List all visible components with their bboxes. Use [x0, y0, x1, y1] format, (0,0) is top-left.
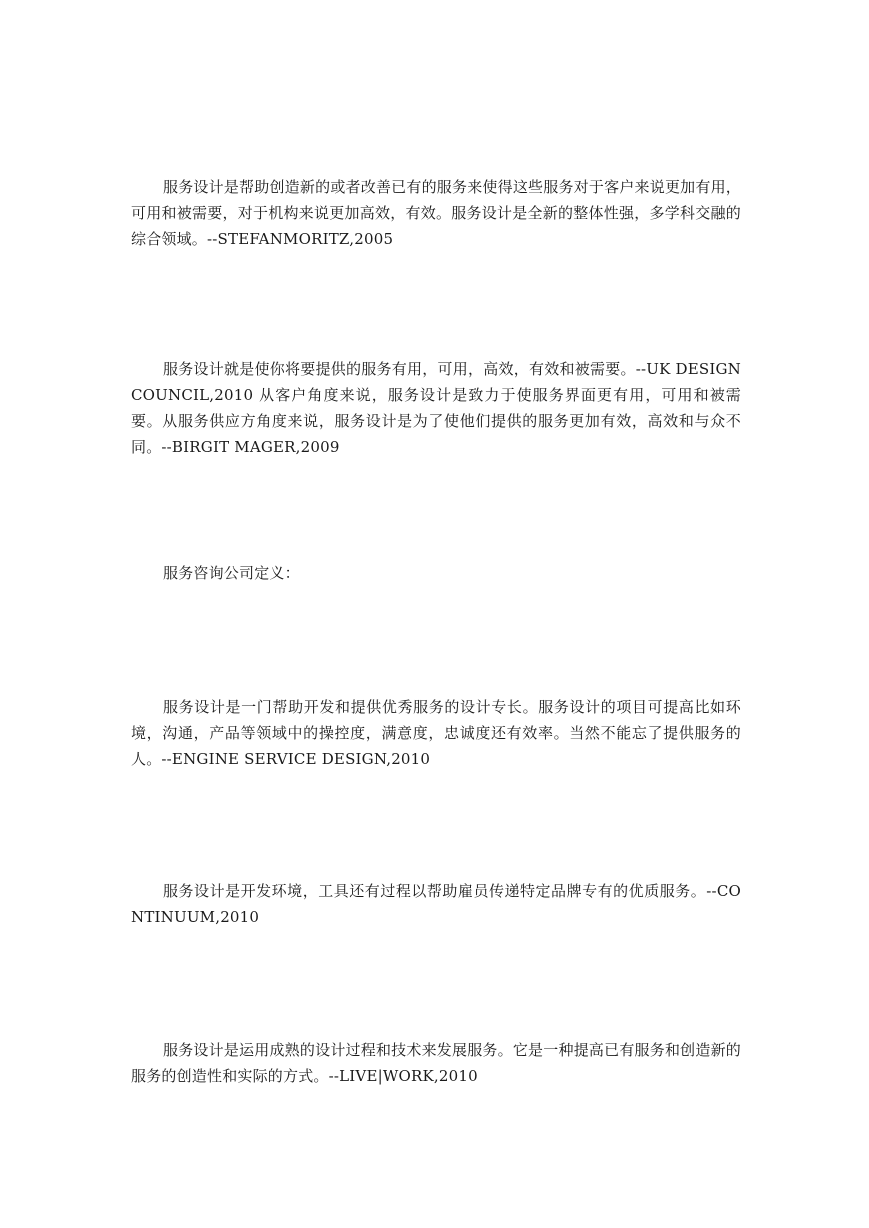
paragraph-stefan-moritz-definition: 服务设计是帮助创造新的或者改善已有的服务来使得这些服务对于客户来说更加有用，可用和被需要，对于机构来说更加高效，有效。服务设计是全新的整体性强，多学科交融的综合领域。--STEFANMORITZ,2005 — [131, 178, 741, 248]
paragraph-engine-service-design-definition: 服务设计是一门帮助开发和提供优秀服务的设计专长。服务设计的项目可提高比如环境，沟通，产品等领域中的操控度，满意度，忠诚度还有效率。当然不能忘了提供服务的人。--ENGINE SERVICE DESIGN,2010 — [131, 698, 741, 768]
paragraph-continuum-definition: 服务设计是开发环境，工具还有过程以帮助雇员传递特定品牌专有的优质服务。--CONTINUUM,2010 — [131, 882, 741, 926]
paragraph-consulting-definitions-heading: 服务咨询公司定义： — [163, 564, 300, 582]
paragraph-uk-design-council-definition: 服务设计就是使你将要提供的服务有用，可用，高效，有效和被需要。--UK DESIGN COUNCIL,2010 从客户角度来说，服务设计是致力于使服务界面更有用，可用和被需要。从服务供应方角度来说，服务设计是为了使他们提供的服务更加有效，高效和与众不同。--BIRGIT MAGER,2009 — [131, 360, 741, 456]
paragraph-live-work-definition: 服务设计是运用成熟的设计过程和技术来发展服务。它是一种提高已有服务和创造新的服务的创造性和实际的方式。--LIVE|WORK,2010 — [131, 1041, 741, 1085]
